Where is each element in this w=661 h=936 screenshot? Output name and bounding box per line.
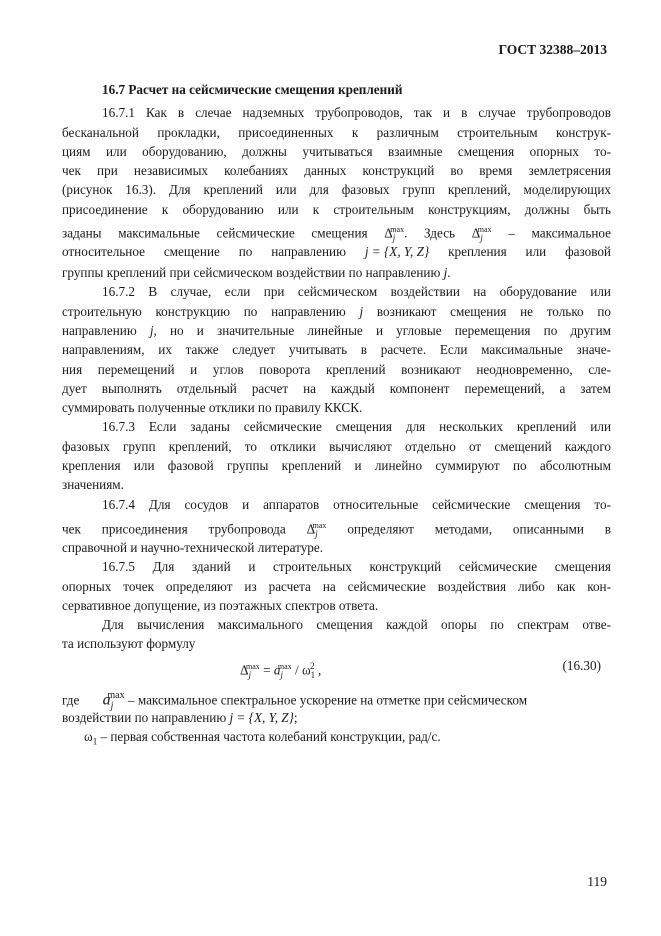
direction-set: j = {X, Y, Z} — [229, 709, 294, 725]
paragraph-line: суммировать полученные отклики по правилу ККСК. — [62, 400, 363, 416]
paragraph-line: 16.7.2 В случае, если при сейсмическом воздействии на оборудование или — [102, 284, 611, 300]
direction-symbol: j — [443, 265, 448, 281]
paragraph-line: (рисунок 16.3). Для креплений или для фазовых групп креплений, моделирующих — [62, 182, 611, 198]
paragraph-line: 16.7.3 Если заданы сейсмические смещения для нескольких креплений или — [102, 419, 611, 435]
paragraph-line: 16.7.5 Для зданий и строительных конструкций сейсмические смещения — [102, 559, 611, 575]
document-id: ГОСТ 32388–2013 — [498, 42, 607, 57]
paragraph-line: циям или оборудованию, должны учитываться взаимные смещения опорных то- — [62, 143, 611, 159]
equation-16-30 — [62, 654, 611, 678]
paragraph-line — [62, 514, 611, 538]
paragraph-line — [62, 263, 611, 282]
direction-symbol: j — [359, 303, 364, 319]
text-run: заданы максимальные сейсмические смещения — [62, 225, 368, 241]
text-run: – максимальное спектральное ускорение на отметке при сейсмическом — [127, 692, 528, 708]
paragraph-line: справочной и научно-технической литературе. — [62, 539, 324, 555]
paragraph-line: Для вычисления максимального смещения каждой опоры по спектрам отве- — [102, 617, 611, 633]
paragraph-line: направлениям, их также следует учитывать в расчете. Если максимальные значе- — [62, 342, 611, 358]
text-run: где — [62, 692, 80, 708]
paragraph-line — [62, 708, 611, 727]
text-run: , но и значительные линейные и угловые перемещения по другим — [153, 322, 611, 338]
text-run: воздействии по направлению — [62, 709, 227, 725]
direction-set: j = {X, Y, Z} — [364, 244, 430, 260]
text-run: возникают смещения не только по — [376, 303, 612, 319]
paragraph-line: присоединение к оборудованию или к строительным конструкциям, должны быть — [62, 201, 611, 217]
paragraph-line: значениям. — [62, 477, 124, 493]
paragraph-line: 16.7.4 Для сосудов и аппаратов относительные сейсмические смещения то- — [102, 496, 611, 512]
text-run: крепления или фазовой — [448, 244, 611, 260]
acceleration-symbol: $a_j^{max}$ — [102, 689, 125, 712]
paragraph-line — [62, 321, 611, 340]
paragraph-line — [62, 241, 611, 263]
text-run: ; — [293, 709, 298, 725]
omega-symbol: $\omega_1$ — [84, 729, 98, 747]
direction-symbol: j — [149, 322, 154, 338]
delta-max-symbol: $\Delta_j^{max}$ — [384, 225, 405, 244]
section-title: 16.7 Расчет на сейсмические смещения креплений — [102, 82, 403, 97]
equation-number: (16.30) — [562, 657, 601, 673]
delta-max-symbol: $\Delta_j^{max}$ — [306, 520, 327, 539]
page-body — [62, 80, 611, 746]
text-run: – максимальное — [508, 225, 612, 241]
text-run: направлению — [62, 322, 137, 338]
paragraph-line — [62, 302, 611, 321]
page-number: 119 — [587, 874, 607, 889]
paragraph-line — [62, 727, 611, 746]
paragraph-line: сервативное допущение, из поэтажных спектров ответа. — [62, 597, 379, 613]
delta-max-symbol: $\Delta_j^{max}$ — [471, 225, 492, 244]
paragraph-line: та используют формулу — [62, 636, 196, 652]
paragraph-line: крепления или фазовой группы креплений и линейно суммируют по абсолютным — [62, 458, 611, 474]
text-run: строительную конструкцию по направлению — [62, 303, 346, 319]
text-run: чек присоединения трубопровода — [62, 521, 286, 537]
paragraph-line: дует выполнять отдельный расчет на каждый компонент перемещений, а затем — [62, 380, 611, 396]
paragraph-line — [62, 684, 611, 712]
paragraph-line: ния перемещений и углов поворота креплений возникают неодновременно, сле- — [62, 361, 611, 377]
paragraph-line: опорных точек определяют из расчета на сейсмические воздействия либо как кон- — [62, 578, 611, 594]
equation-body: $\Delta_j^{max} = a_j^{max} / \omega_1^2$ , — [240, 660, 322, 680]
text-run: группы креплений при сейсмическом воздействии по направлению — [62, 265, 441, 281]
paragraph-line: 16.7.1 Как в слечае надземных трубопроводов, так и в случае трубопроводов — [102, 105, 611, 121]
text-run: – первая собственная частота колебаний конструкции, рад/с. — [100, 729, 441, 745]
paragraph-line: бесканальной прокладки, присоединенных к различным строительным конструк- — [62, 124, 611, 140]
text-run: . Здесь — [404, 225, 456, 241]
text-run: . — [447, 265, 451, 281]
paragraph-line — [62, 219, 612, 244]
text-run: относительное смещение по направлению — [62, 244, 346, 260]
text-run: определяют методами, описанными в — [347, 521, 611, 537]
paragraph-line: фазовых групп креплений, то отклики вычисляют отдельно от смещений каждого — [62, 438, 611, 454]
paragraph-line: чек при независимых колебаниях данных конструкций во время землетрясения — [62, 163, 611, 179]
